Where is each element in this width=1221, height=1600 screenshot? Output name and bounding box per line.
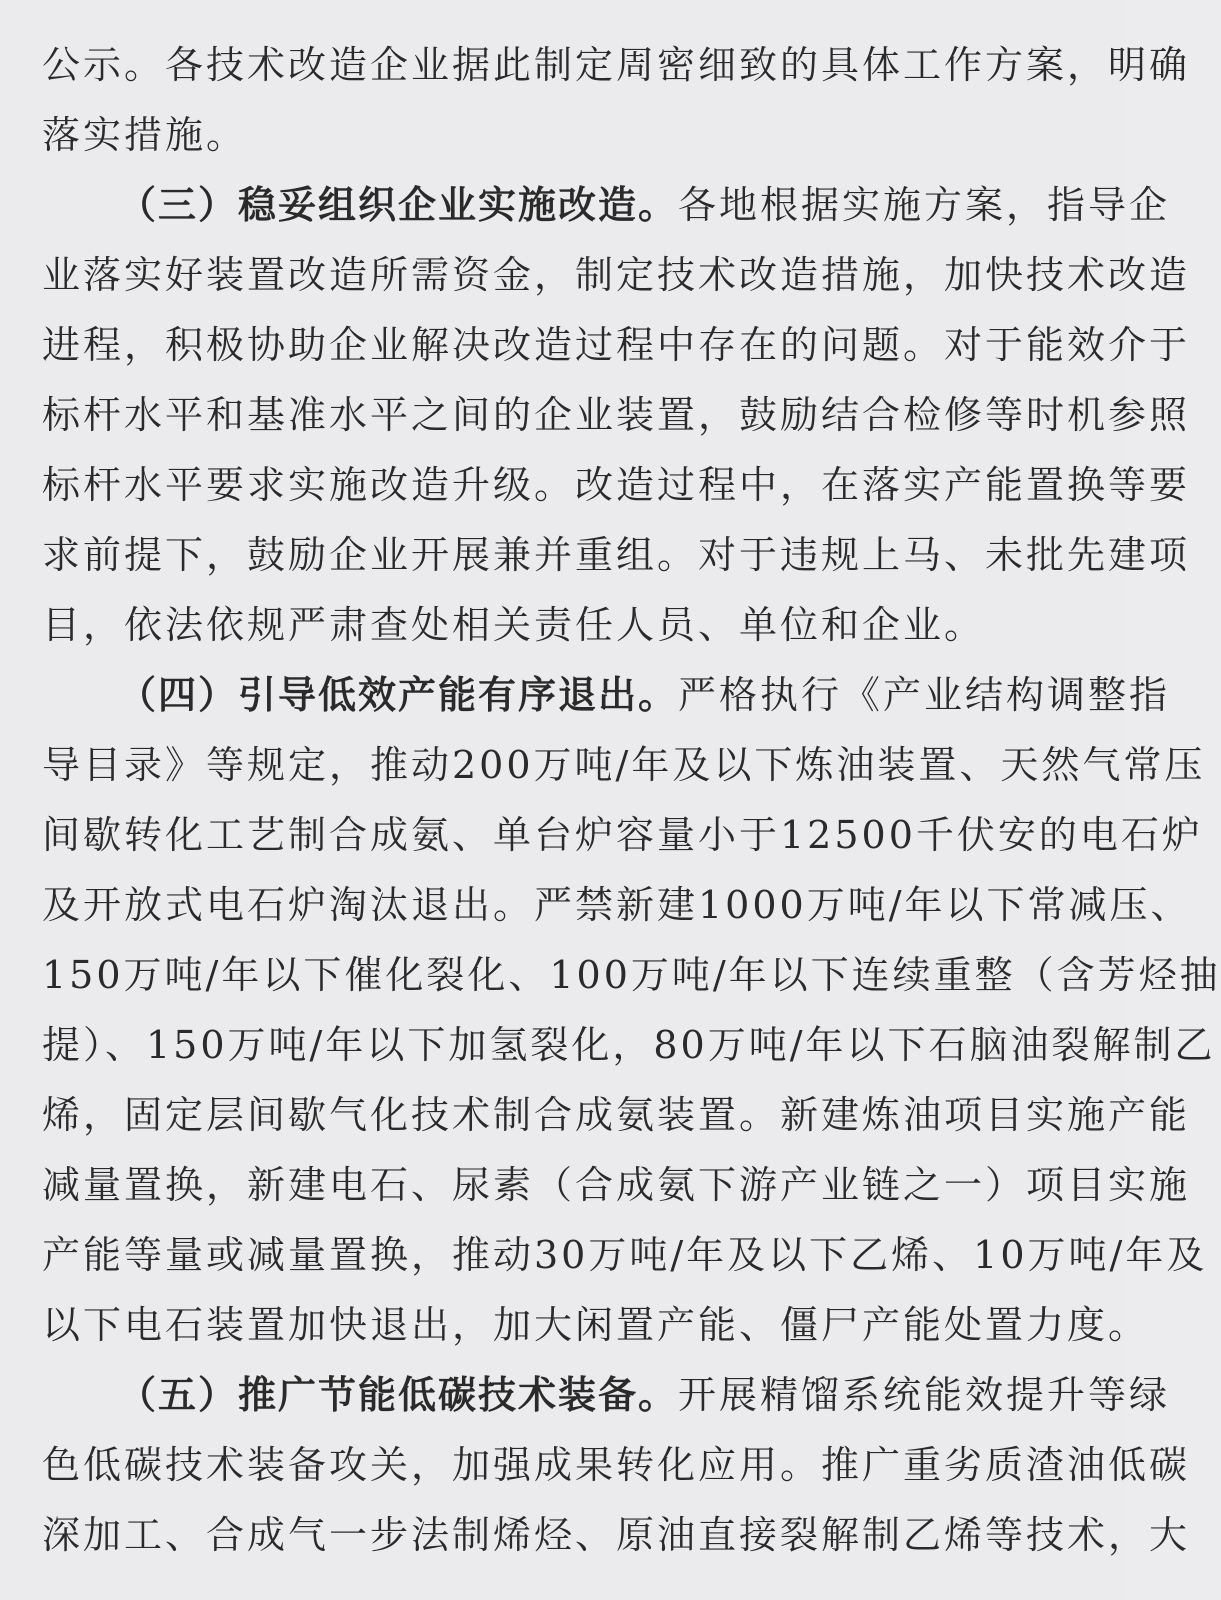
text-line: 及开放式电石炉淘汰退出。严禁新建1000万吨/年以下常减压、 [42, 883, 1192, 927]
section-paragraph-start [42, 1360, 1171, 1430]
text-run: 各地根据实施方案，指导企 [678, 183, 1171, 227]
text-line: 目，依法依规严肃查处相关责任人员、单位和企业。 [42, 603, 986, 647]
text-line: 以下电石装置加快退出，加大闲置产能、僵尸产能处置力度。 [42, 1303, 1150, 1347]
text-line: 产能等量或减量置换，推动30万吨/年及以下乙烯、10万吨/年及 [42, 1233, 1208, 1277]
text-line: 烯，固定层间歇气化技术制合成氨装置。新建炼油项目实施产能 [42, 1093, 1191, 1137]
text-line: 求前提下，鼓励企业开展兼并重组。对于违规上马、未批先建项 [42, 533, 1191, 577]
text-line: 业落实好装置改造所需资金，制定技术改造措施，加快技术改造 [42, 253, 1191, 297]
section-heading: （五）推广节能低碳技术装备。 [118, 1372, 679, 1417]
section-paragraph-start [42, 170, 1171, 240]
text-line: 公示。各技术改造企业据此制定周密细致的具体工作方案，明确 [42, 43, 1191, 87]
text-line: 标杆水平要求实施改造升级。改造过程中，在落实产能置换等要 [42, 463, 1191, 507]
text-line: 减量置换，新建电石、尿素（合成氨下游产业链之一）项目实施 [42, 1163, 1191, 1207]
text-line: 间歇转化工艺制合成氨、单台炉容量小于12500千伏安的电石炉 [42, 813, 1203, 857]
text-line: 进程，积极协助企业解决改造过程中存在的问题。对于能效介于 [42, 323, 1191, 367]
text-line: 深加工、合成气一步法制烯烃、原油直接裂解制乙烯等技术，大 [42, 1513, 1191, 1557]
text-line: 导目录》等规定，推动200万吨/年及以下炼油装置、天然气常压 [42, 743, 1206, 787]
text-line: 提）、150万吨/年以下加氢裂化，80万吨/年以下石脑油裂解制乙 [42, 1023, 1216, 1067]
text-run: 开展精馏系统能效提升等绿 [678, 1373, 1171, 1417]
text-line: 150万吨/年以下催化裂化、100万吨/年以下连续重整（含芳烃抽 [42, 953, 1221, 997]
section-heading: （三）稳妥组织企业实施改造。 [118, 182, 679, 227]
text-line: 落实措施。 [42, 113, 248, 157]
text-line: 标杆水平和基准水平之间的企业装置，鼓励结合检修等时机参照 [42, 393, 1191, 437]
section-paragraph-start [42, 660, 1171, 730]
section-heading: （四）引导低效产能有序退出。 [118, 672, 679, 717]
text-line: 色低碳技术装备攻关，加强成果转化应用。推广重劣质渣油低碳 [42, 1443, 1191, 1487]
text-run: 严格执行《产业结构调整指 [678, 673, 1171, 717]
